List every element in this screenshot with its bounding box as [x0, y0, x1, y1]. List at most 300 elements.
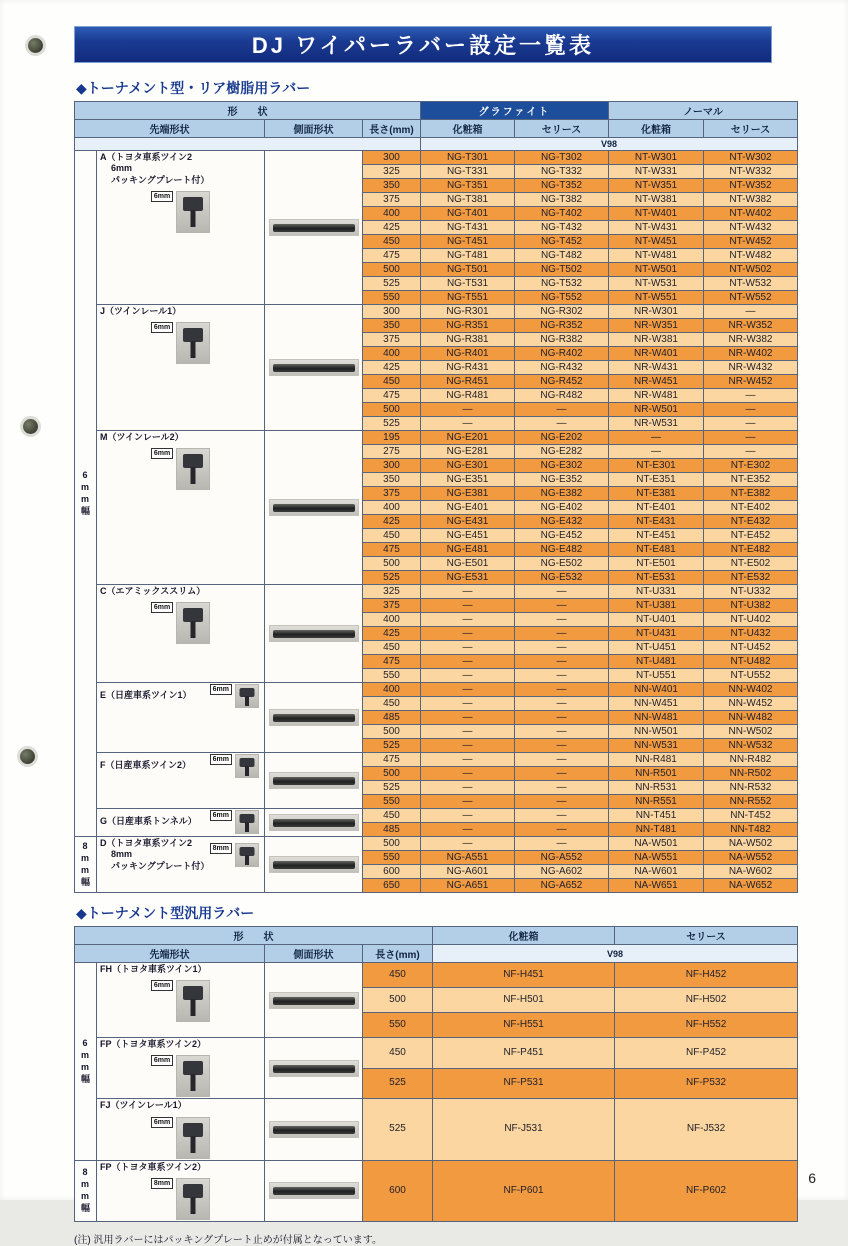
part-number-cell: NT-U552 [704, 669, 798, 683]
part-number-cell: NN-R551 [609, 795, 704, 809]
length-cell: 450 [363, 529, 421, 543]
part-number-cell: NN-W401 [609, 683, 704, 697]
part-number-cell: — [421, 711, 515, 725]
part-number-cell: — [421, 697, 515, 711]
width-band-label [75, 151, 97, 837]
part-number-cell: — [421, 599, 515, 613]
tip-shape-photo [100, 1055, 261, 1097]
part-number-cell: NT-W331 [609, 165, 704, 179]
part-number-cell: — [515, 641, 609, 655]
header-graphite: グラファイト [421, 102, 609, 120]
tip-width-chip: 6mm [151, 1117, 173, 1128]
part-number-cell: NF-H502 [615, 988, 798, 1013]
part-number-cell: — [421, 837, 515, 851]
length-cell: 450 [363, 697, 421, 711]
header2-series: セリース [615, 927, 798, 945]
header2-shape: 形 状 [75, 927, 433, 945]
length-cell: 275 [363, 445, 421, 459]
part-number-cell: NG-R481 [421, 389, 515, 403]
part-number-cell: NT-U481 [609, 655, 704, 669]
tip-width-chip: 6mm [210, 754, 232, 765]
group-label: FH（トヨタ車系ツイン1） [100, 964, 207, 974]
tip-rubber-image [235, 843, 259, 867]
tip-shape-cell [97, 151, 265, 305]
side-shape-cell [265, 809, 363, 837]
tip-shape-block [100, 838, 261, 872]
length-cell: 325 [363, 165, 421, 179]
tip-shape-cell [97, 809, 265, 837]
part-number-cell: NT-E431 [609, 515, 704, 529]
part-number-cell: NN-W482 [704, 711, 798, 725]
part-number-cell: — [515, 599, 609, 613]
punch-hole-middle [23, 419, 38, 434]
part-number-cell: — [515, 823, 609, 837]
part-number-cell: NR-W431 [609, 361, 704, 375]
part-number-cell: NT-U331 [609, 585, 704, 599]
tip-shape-photo [100, 602, 261, 644]
part-row [75, 305, 798, 319]
part-number-cell: NG-T552 [515, 291, 609, 305]
part-number-cell: NN-R552 [704, 795, 798, 809]
side-shape-cell [265, 683, 363, 753]
length-cell: 425 [363, 515, 421, 529]
part-number-cell: NN-R532 [704, 781, 798, 795]
part-number-cell: — [515, 585, 609, 599]
part-number-cell: NA-W501 [609, 837, 704, 851]
part-number-cell: NT-E432 [704, 515, 798, 529]
length-cell: 325 [363, 585, 421, 599]
part-number-cell: — [421, 585, 515, 599]
part-number-cell: NT-W552 [704, 291, 798, 305]
part-number-cell: NG-E482 [515, 543, 609, 557]
tip-shape-photo [210, 843, 259, 867]
side-shape-photo [269, 625, 359, 642]
part-row [75, 585, 798, 599]
length-cell: 475 [363, 543, 421, 557]
part-number-cell: NT-E532 [704, 571, 798, 585]
width-band-label [75, 837, 97, 893]
length-cell: 400 [363, 683, 421, 697]
general-table-body [75, 963, 798, 1222]
tip-shape-photo [100, 322, 261, 364]
part-number-cell: NG-T301 [421, 151, 515, 165]
part-number-cell: NT-U401 [609, 613, 704, 627]
tip-width-chip: 6mm [151, 322, 173, 333]
tip-shape-photo [210, 810, 259, 834]
length-cell: 375 [363, 487, 421, 501]
tip-shape-photo [210, 754, 259, 778]
part-number-cell: NF-P601 [433, 1160, 615, 1221]
side-shape-photo [269, 856, 359, 873]
part-number-cell: NN-W531 [609, 739, 704, 753]
length-cell: 475 [363, 389, 421, 403]
part-number-cell: — [421, 809, 515, 823]
part-number-cell: NT-E451 [609, 529, 704, 543]
tip-shape-block [100, 964, 261, 1022]
part-number-cell: NG-E202 [515, 431, 609, 445]
length-cell: 500 [363, 767, 421, 781]
part-number-cell: NT-E481 [609, 543, 704, 557]
length-cell: 500 [363, 837, 421, 851]
part-number-cell: NA-W602 [704, 865, 798, 879]
side-shape-cell [265, 837, 363, 893]
part-number-cell: NG-T452 [515, 235, 609, 249]
part-number-cell: — [515, 683, 609, 697]
tip-rubber-image [176, 1178, 210, 1220]
part-number-cell: NR-W351 [609, 319, 704, 333]
group-label: E（日産車系ツイン1） [100, 690, 192, 701]
part-number-cell: NA-W601 [609, 865, 704, 879]
part-number-cell: — [421, 739, 515, 753]
part-number-cell: — [515, 403, 609, 417]
part-number-cell: NT-W382 [704, 193, 798, 207]
group-label: C（エアミックススリム） [100, 586, 206, 596]
tip-shape-cell [97, 431, 265, 585]
length-cell: 550 [363, 795, 421, 809]
part-number-cell: NN-W481 [609, 711, 704, 725]
tip-shape-cell [97, 683, 265, 753]
length-cell: 525 [363, 1099, 433, 1160]
part-number-cell: NR-W531 [609, 417, 704, 431]
header-version: V98 [421, 138, 798, 151]
length-cell: 350 [363, 473, 421, 487]
side-shape-photo [269, 709, 359, 726]
header-side-shape: 側面形状 [265, 120, 363, 138]
group-label: D（トヨタ車系ツイン2 8mm パッキングプレート付） [100, 838, 210, 871]
part-number-cell: NG-T351 [421, 179, 515, 193]
side-shape-cell [265, 1160, 363, 1221]
part-number-cell: NG-E352 [515, 473, 609, 487]
part-number-cell: NR-W501 [609, 403, 704, 417]
side-shape-cell [265, 753, 363, 809]
length-cell: 400 [363, 501, 421, 515]
group-label: FJ（ツインレール1） [100, 1100, 187, 1111]
side-shape-cell [265, 1038, 363, 1099]
tip-rubber-image [176, 602, 210, 644]
part-number-cell: NT-U432 [704, 627, 798, 641]
part-number-cell: — [515, 809, 609, 823]
part-number-cell: — [515, 613, 609, 627]
header2-side-shape: 側面形状 [265, 945, 363, 963]
length-cell: 525 [363, 277, 421, 291]
part-number-cell: NT-W301 [609, 151, 704, 165]
tip-shape-photo [100, 1117, 261, 1159]
part-number-cell: — [515, 837, 609, 851]
part-number-cell: NG-R301 [421, 305, 515, 319]
part-number-cell: NG-E432 [515, 515, 609, 529]
part-number-cell: NG-E302 [515, 459, 609, 473]
part-number-cell: NG-T532 [515, 277, 609, 291]
length-cell: 300 [363, 305, 421, 319]
part-number-cell: — [515, 781, 609, 795]
part-number-cell: — [515, 795, 609, 809]
part-number-cell: NT-W351 [609, 179, 704, 193]
length-cell: 450 [363, 641, 421, 655]
part-row [75, 753, 798, 767]
tip-shape-photo [100, 448, 261, 490]
tip-rubber-image [176, 980, 210, 1022]
side-shape-photo [269, 772, 359, 789]
tip-shape-photo [100, 1178, 261, 1220]
header2-tip-shape: 先端形状 [75, 945, 265, 963]
part-number-cell: NT-E482 [704, 543, 798, 557]
part-number-cell: NG-E502 [515, 557, 609, 571]
tip-rubber-image [176, 448, 210, 490]
part-number-cell: NT-E531 [609, 571, 704, 585]
part-number-cell: NG-T302 [515, 151, 609, 165]
page-title-bar [74, 26, 772, 63]
length-cell: 550 [363, 291, 421, 305]
part-number-cell: NT-E352 [704, 473, 798, 487]
length-cell: 600 [363, 1160, 433, 1221]
tip-rubber-image [235, 684, 259, 708]
tip-shape-photo [100, 980, 261, 1022]
length-cell: 500 [363, 557, 421, 571]
tip-shape-cell [97, 837, 265, 893]
part-number-cell: NG-T332 [515, 165, 609, 179]
tip-shape-block [100, 1162, 261, 1220]
length-cell: 400 [363, 613, 421, 627]
tip-shape-cell [97, 585, 265, 683]
length-cell: 475 [363, 249, 421, 263]
punch-hole-top [28, 38, 43, 53]
general-rubber-table [74, 926, 798, 1222]
part-number-cell: NR-W402 [704, 347, 798, 361]
tip-shape-block [100, 306, 261, 364]
part-number-cell: NT-W532 [704, 277, 798, 291]
header-normal-box: 化粧箱 [609, 120, 704, 138]
part-number-cell: NG-T402 [515, 207, 609, 221]
length-cell: 525 [363, 571, 421, 585]
side-shape-cell [265, 305, 363, 431]
part-number-cell: NG-T382 [515, 193, 609, 207]
tip-shape-cell [97, 1099, 265, 1160]
part-number-cell: NN-W532 [704, 739, 798, 753]
part-number-cell: NG-E401 [421, 501, 515, 515]
part-number-cell: — [609, 431, 704, 445]
tip-shape-cell [97, 1038, 265, 1099]
part-number-cell: NF-P602 [615, 1160, 798, 1221]
part-number-cell: — [515, 753, 609, 767]
part-number-cell: — [421, 767, 515, 781]
part-number-cell: NT-W431 [609, 221, 704, 235]
length-cell: 475 [363, 753, 421, 767]
part-number-cell: — [704, 403, 798, 417]
tip-width-chip: 8mm [151, 1178, 173, 1189]
tip-width-chip: 6mm [210, 810, 232, 821]
part-row [75, 1099, 798, 1160]
header-graphite-series: セリース [515, 120, 609, 138]
part-number-cell: NN-R531 [609, 781, 704, 795]
part-number-cell: NG-R452 [515, 375, 609, 389]
part-number-cell: NT-W381 [609, 193, 704, 207]
part-row [75, 1038, 798, 1069]
part-number-cell: — [704, 305, 798, 319]
part-number-cell: NR-W452 [704, 375, 798, 389]
part-number-cell: NR-W401 [609, 347, 704, 361]
part-number-cell: NG-T482 [515, 249, 609, 263]
resin-table-body [75, 151, 798, 893]
part-number-cell: NF-P452 [615, 1038, 798, 1069]
part-number-cell: NG-E381 [421, 487, 515, 501]
side-shape-photo [269, 1121, 359, 1138]
part-number-cell: NN-W502 [704, 725, 798, 739]
part-number-cell: — [609, 445, 704, 459]
part-number-cell: — [421, 627, 515, 641]
part-number-cell: — [704, 431, 798, 445]
part-number-cell: NN-T482 [704, 823, 798, 837]
part-number-cell: NG-A551 [421, 851, 515, 865]
part-number-cell: NF-H452 [615, 963, 798, 988]
part-number-cell: NT-U451 [609, 641, 704, 655]
tip-rubber-image [176, 191, 210, 233]
part-number-cell: NT-U402 [704, 613, 798, 627]
tip-shape-photo [100, 191, 261, 233]
width-band-label [75, 1160, 97, 1221]
length-cell: 500 [363, 988, 433, 1013]
part-number-cell: — [515, 697, 609, 711]
part-number-cell: NG-E531 [421, 571, 515, 585]
part-number-cell: NG-E201 [421, 431, 515, 445]
part-number-cell: — [421, 781, 515, 795]
tip-shape-block [100, 586, 261, 644]
group-label: FP（トヨタ車系ツイン2） [100, 1161, 207, 1172]
part-number-cell: NT-W352 [704, 179, 798, 193]
tip-width-chip: 6mm [151, 191, 173, 202]
part-number-cell: NT-W531 [609, 277, 704, 291]
tip-rubber-image [235, 754, 259, 778]
part-number-cell: NG-R432 [515, 361, 609, 375]
part-number-cell: NN-W402 [704, 683, 798, 697]
side-shape-photo [269, 219, 359, 236]
length-cell: 300 [363, 151, 421, 165]
part-number-cell: NN-W451 [609, 697, 704, 711]
part-number-cell: NG-A602 [515, 865, 609, 879]
part-number-cell: NT-W402 [704, 207, 798, 221]
part-number-cell: — [421, 417, 515, 431]
tip-shape-cell [97, 753, 265, 809]
length-cell: 425 [363, 627, 421, 641]
length-cell: 450 [363, 963, 433, 988]
width-band-text: 8mm幅 [80, 841, 90, 888]
part-number-cell: — [421, 655, 515, 669]
length-cell: 195 [363, 431, 421, 445]
part-number-cell: — [421, 683, 515, 697]
part-number-cell: — [515, 739, 609, 753]
part-number-cell: NG-T432 [515, 221, 609, 235]
part-number-cell: NR-W381 [609, 333, 704, 347]
part-number-cell: NT-W432 [704, 221, 798, 235]
part-row [75, 683, 798, 697]
part-number-cell: NT-E381 [609, 487, 704, 501]
header-graphite-box: 化粧箱 [421, 120, 515, 138]
side-shape-cell [265, 431, 363, 585]
length-cell: 350 [363, 179, 421, 193]
part-number-cell: NT-W481 [609, 249, 704, 263]
part-number-cell: NG-E402 [515, 501, 609, 515]
part-number-cell: NT-W482 [704, 249, 798, 263]
part-number-cell: — [515, 725, 609, 739]
length-cell: 375 [363, 193, 421, 207]
tip-shape-block [100, 152, 261, 233]
side-shape-photo [269, 1182, 359, 1199]
part-number-cell: — [515, 417, 609, 431]
part-number-cell: NT-W501 [609, 263, 704, 277]
length-cell: 350 [363, 319, 421, 333]
part-number-cell: NG-R352 [515, 319, 609, 333]
part-row [75, 809, 798, 823]
part-number-cell: NG-T401 [421, 207, 515, 221]
part-number-cell: NG-T531 [421, 277, 515, 291]
part-number-cell: NG-R402 [515, 347, 609, 361]
length-cell: 500 [363, 403, 421, 417]
length-cell: 450 [363, 809, 421, 823]
part-number-cell: NR-W352 [704, 319, 798, 333]
part-number-cell: — [704, 445, 798, 459]
length-cell: 600 [363, 865, 421, 879]
part-number-cell: NG-E501 [421, 557, 515, 571]
part-number-cell: NR-W451 [609, 375, 704, 389]
side-shape-cell [265, 1099, 363, 1160]
part-number-cell: NA-W652 [704, 879, 798, 893]
part-number-cell: NG-T431 [421, 221, 515, 235]
part-number-cell: NF-H451 [433, 963, 615, 988]
section2-title: ◆トーナメント型汎用ラバー [76, 905, 255, 921]
part-number-cell: NG-R482 [515, 389, 609, 403]
part-number-cell: NG-T502 [515, 263, 609, 277]
tip-shape-cell [97, 1160, 265, 1221]
part-number-cell: NG-T352 [515, 179, 609, 193]
length-cell: 500 [363, 725, 421, 739]
part-number-cell: NR-W301 [609, 305, 704, 319]
tip-rubber-image [235, 810, 259, 834]
tip-rubber-image [176, 322, 210, 364]
part-number-cell: NN-T451 [609, 809, 704, 823]
group-label: F（日産車系ツイン2） [100, 760, 192, 771]
header-normal-series: セリース [704, 120, 798, 138]
tip-rubber-image [176, 1055, 210, 1097]
tip-shape-block [100, 1039, 261, 1097]
part-number-cell: NG-T501 [421, 263, 515, 277]
part-number-cell: NT-E502 [704, 557, 798, 571]
part-number-cell: NG-R381 [421, 333, 515, 347]
tip-shape-photo [210, 684, 259, 708]
part-number-cell: — [421, 795, 515, 809]
part-number-cell: NG-A552 [515, 851, 609, 865]
part-number-cell: — [704, 417, 798, 431]
part-number-cell: NF-H501 [433, 988, 615, 1013]
length-cell: 650 [363, 879, 421, 893]
part-number-cell: NF-P451 [433, 1038, 615, 1069]
part-number-cell: — [515, 711, 609, 725]
header2-length: 長さ(mm) [363, 945, 433, 963]
part-number-cell: NT-E501 [609, 557, 704, 571]
side-shape-photo [269, 1060, 359, 1077]
part-number-cell: NA-W502 [704, 837, 798, 851]
tip-shape-cell [97, 305, 265, 431]
part-number-cell: NT-U482 [704, 655, 798, 669]
tip-shape-block [100, 754, 261, 778]
part-number-cell: NG-E532 [515, 571, 609, 585]
part-number-cell: NT-W401 [609, 207, 704, 221]
part-number-cell: NF-J531 [433, 1099, 615, 1160]
part-number-cell: NG-E351 [421, 473, 515, 487]
part-row [75, 431, 798, 445]
part-number-cell: NT-E302 [704, 459, 798, 473]
length-cell: 550 [363, 851, 421, 865]
part-number-cell: NG-E451 [421, 529, 515, 543]
part-number-cell: NG-T381 [421, 193, 515, 207]
